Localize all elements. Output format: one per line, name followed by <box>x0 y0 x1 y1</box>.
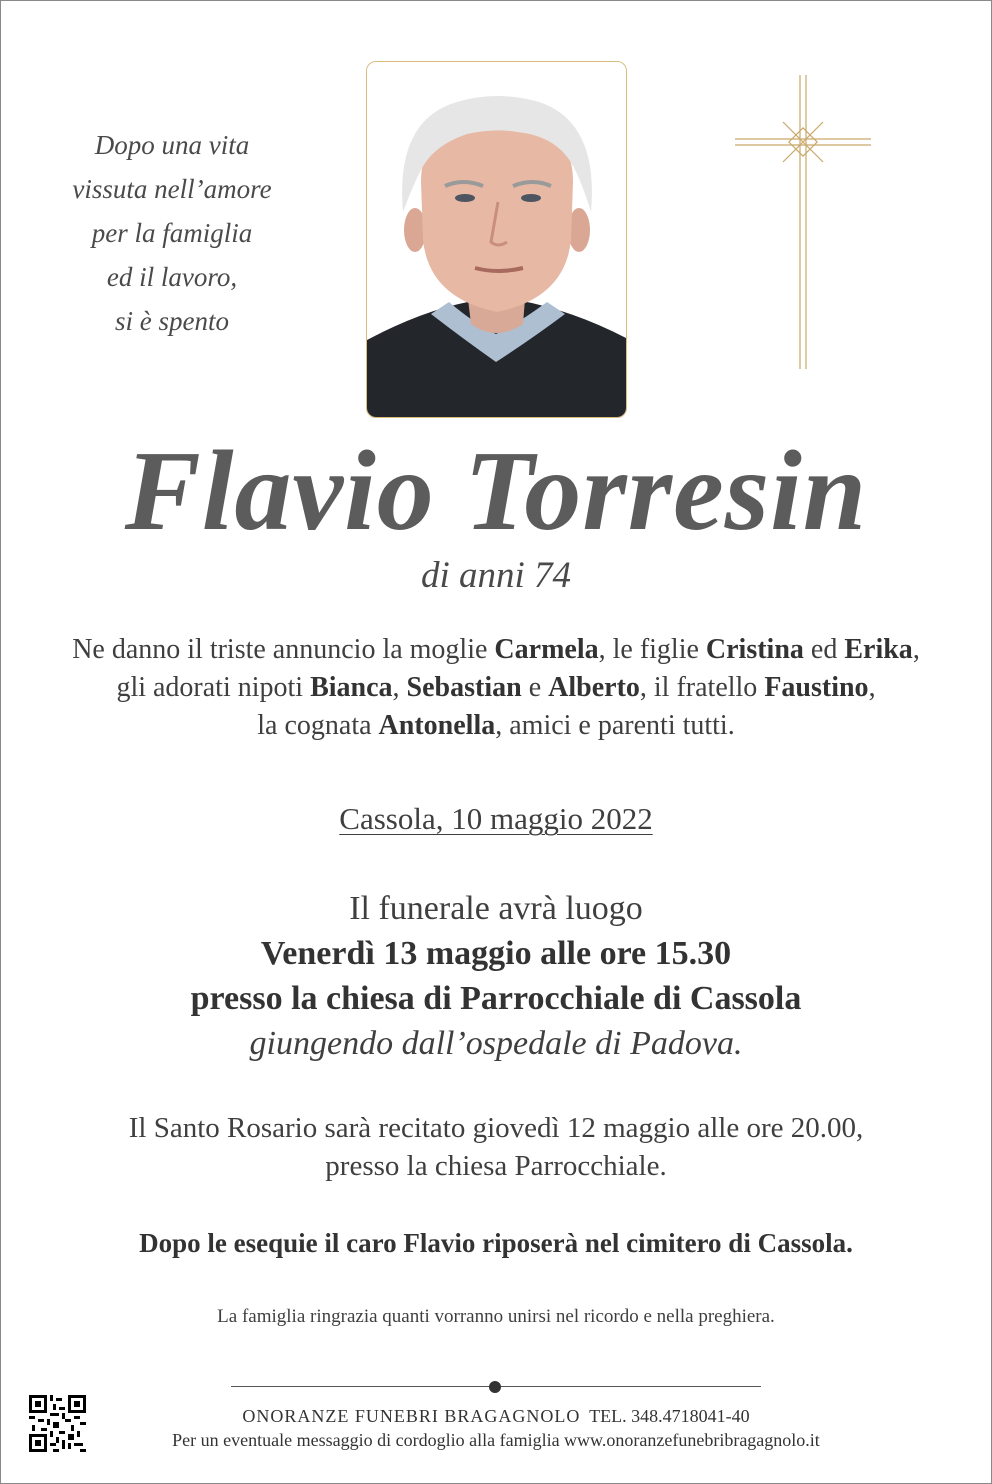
family-member-name: Antonella <box>378 710 496 741</box>
funeral-location: presso la chiesa di Parrocchiale di Cassola <box>190 980 802 1017</box>
quote-line: Dopo una vita <box>94 130 250 160</box>
rosary-details <box>1 1109 991 1185</box>
place-and-date <box>1 799 991 839</box>
family-member-name: Alberto <box>548 672 640 703</box>
quote-line: per la famiglia <box>91 218 253 248</box>
announcement-line: Ne danno il triste annuncio la moglie Carmela, le figlie Cristina ed Erika, <box>72 634 920 665</box>
burial-note: Dopo le esequie il caro Flavio riposerà nel cimitero di Cassola. <box>139 1228 853 1258</box>
family-member-name: Erika <box>844 634 913 665</box>
family-member-name: Carmela <box>494 634 599 665</box>
funeral-home-name: ONORANZE FUNEBRI BRAGAGNOLO <box>242 1406 581 1426</box>
deceased-age: di anni 74 <box>420 555 572 596</box>
opening-quote <box>41 123 303 343</box>
funeral-details <box>1 886 991 1066</box>
funeral-intro: Il funerale avrà luogo <box>349 890 643 927</box>
condolence-message[interactable]: Per un eventuale messaggio di cordoglio alla famiglia www.onoranzefunebribragagnolo.it <box>172 1430 820 1450</box>
funeral-origin: giungendo dall’ospedale di Padova. <box>249 1025 743 1062</box>
footer-divider <box>231 1381 761 1393</box>
rosary-line: presso la chiesa Parrocchiale. <box>325 1150 667 1182</box>
family-member-name: Faustino <box>764 672 869 703</box>
family-thanks: La famiglia ringrazia quanti vorranno unirsi nel ricordo e nella preghiera. <box>217 1306 775 1327</box>
place-date-text: Cassola, 10 maggio 2022 <box>339 801 653 836</box>
funeral-home-phone[interactable]: TEL. 348.4718041-40 <box>589 1406 750 1426</box>
funeral-datetime: Venerdì 13 maggio alle ore 15.30 <box>260 935 732 972</box>
quote-line: vissuta nell’amore <box>72 174 272 204</box>
announcement-line: la cognata Antonella, amici e parenti tutti. <box>257 710 735 741</box>
qr-code-icon[interactable] <box>29 1395 86 1452</box>
family-member-name: Bianca <box>310 672 393 703</box>
deceased-name: Flavio Torresin <box>124 427 868 554</box>
announcement-line: gli adorati nipoti Bianca, Sebastian e Alberto, il fratello Faustino, <box>116 672 876 703</box>
announcement-text <box>1 631 991 745</box>
rosary-line: Il Santo Rosario sarà recitato giovedì 12 maggio alle ore 20.00, <box>128 1112 864 1144</box>
latin-cross-icon <box>735 75 871 369</box>
quote-line: si è spento <box>115 306 229 336</box>
family-member-name: Cristina <box>705 634 804 665</box>
deceased-portrait <box>366 61 627 418</box>
quote-line: ed il lavoro, <box>106 262 238 292</box>
funeral-home-info <box>1 1403 991 1429</box>
family-member-name: Sebastian <box>406 672 522 703</box>
portrait-illustration <box>367 62 626 417</box>
